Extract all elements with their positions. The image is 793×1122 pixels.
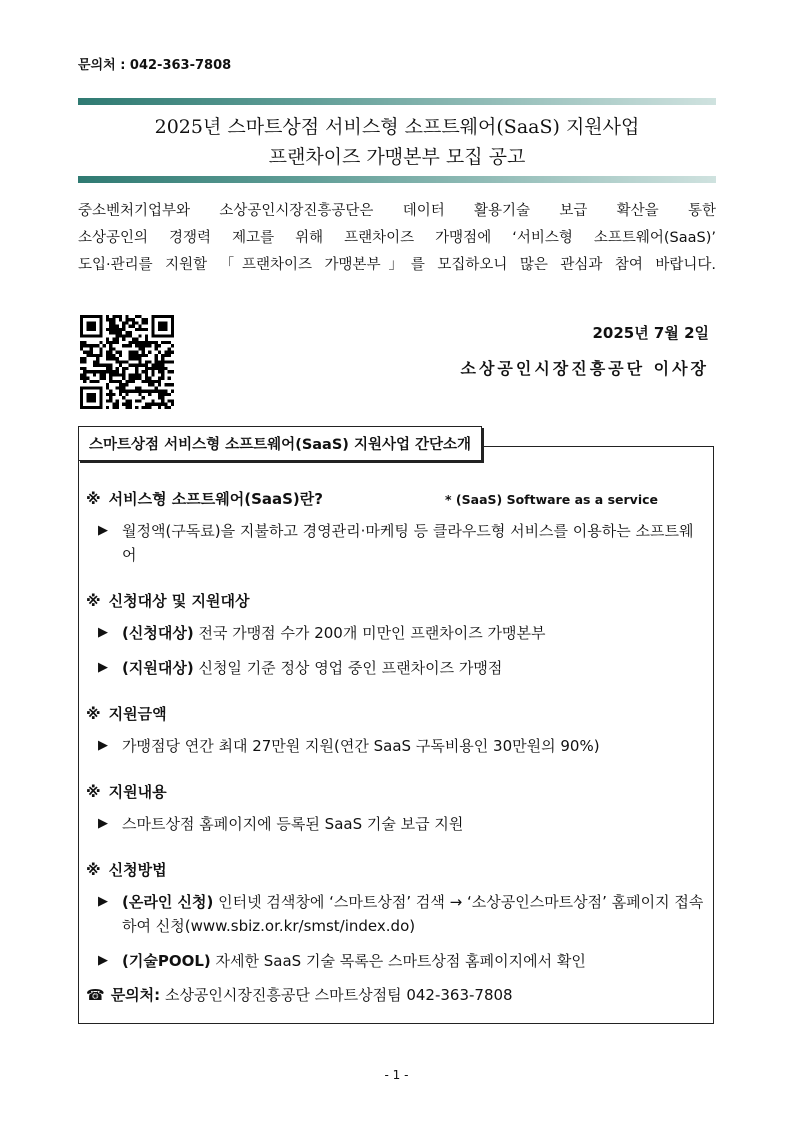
telephone-icon: ☎	[86, 986, 105, 1004]
title-line-2: 프랜차이즈 가맹본부 모집 공고	[268, 146, 526, 168]
page-number: - 1 -	[384, 1068, 409, 1082]
contact-top: 문의처 : 042-363-7808	[78, 58, 232, 73]
intro-paragraph	[78, 198, 716, 279]
list-item-label: (신청대상)	[122, 624, 194, 642]
contact-text: 소상공인시장진흥공단 스마트상점팀 042-363-7808	[164, 986, 513, 1004]
section-heading	[86, 781, 706, 802]
list-item	[98, 949, 706, 973]
list-item-label: (지원대상)	[122, 659, 194, 677]
section-heading	[86, 488, 706, 509]
section-title: 지원금액	[108, 705, 167, 723]
list-item	[98, 656, 706, 680]
reference-mark-icon: ※	[86, 592, 101, 610]
intro-line-1: 중소벤처기업부와 소상공인시장진흥공단은 데이터 활용기술 보급 확산을 통한	[78, 203, 716, 219]
title-rule-bottom	[78, 176, 716, 183]
reference-mark-icon: ※	[86, 861, 101, 879]
arrow-bullet-icon: ▶	[98, 660, 108, 675]
contact-bottom	[86, 984, 706, 1005]
title-rule-top	[78, 98, 716, 105]
list-item-text: 인터넷 검색창에 ‘스마트상점’ 검색 → ‘소상공인스마트상점’ 홈페이지 접속하여 신청(www.sbiz.or.kr/smst/index.do)	[122, 893, 704, 935]
section-heading	[86, 859, 706, 880]
section-heading	[86, 590, 706, 611]
section-heading	[86, 703, 706, 724]
section-title: 서비스형 소프트웨어(SaaS)란?	[108, 490, 323, 508]
list-item	[98, 890, 706, 938]
title-line-1: 2025년 스마트상점 서비스형 소프트웨어(SaaS) 지원사업	[154, 116, 640, 138]
intro-line-3: 도입·관리를 지원할 「프랜차이즈 가맹본부」를 모집하오니 많은 관심과 참여 바랍니다.	[78, 257, 716, 273]
list-item	[98, 812, 706, 836]
section-title: 신청방법	[108, 861, 167, 879]
reference-mark-icon: ※	[86, 490, 101, 508]
section-title: 신청대상 및 지원대상	[108, 592, 250, 610]
arrow-bullet-icon: ▶	[98, 953, 108, 968]
list-item	[98, 734, 706, 758]
saas-footnote: * (SaaS) Software as a service	[445, 492, 658, 507]
arrow-bullet-icon: ▶	[98, 625, 108, 640]
issuing-organization: 소상공인시장진흥공단 이사장	[460, 359, 709, 378]
list-item	[98, 621, 706, 645]
list-item-text: 전국 가맹점 수가 200개 미만인 프랜차이즈 가맹본부	[198, 624, 546, 642]
reference-mark-icon: ※	[86, 705, 101, 723]
document-title	[78, 112, 716, 172]
qr-code-icon[interactable]	[80, 315, 174, 409]
list-item-label: (기술POOL)	[122, 952, 211, 970]
list-item-label: (온라인 신청)	[122, 893, 214, 911]
list-item-text: 신청일 기준 정상 영업 중인 프랜차이즈 가맹점	[198, 659, 503, 677]
summary-content	[86, 488, 706, 1005]
contact-label: 문의처:	[110, 986, 161, 1004]
arrow-bullet-icon: ▶	[98, 816, 108, 831]
list-item-text: 가맹점당 연간 최대 27만원 지원(연간 SaaS 구독비용인 30만원의 90%)	[122, 737, 600, 755]
section-title: 지원내용	[108, 783, 167, 801]
list-item-text: 자세한 SaaS 기술 목록은 스마트상점 홈페이지에서 확인	[215, 952, 586, 970]
arrow-bullet-icon: ▶	[98, 894, 108, 909]
reference-mark-icon: ※	[86, 783, 101, 801]
list-item	[98, 519, 706, 567]
list-item-text: 월정액(구독료)을 지불하고 경영관리·마케팅 등 클라우드형 서비스를 이용하는 소프트웨어	[122, 522, 694, 564]
summary-box-title: 스마트상점 서비스형 소프트웨어(SaaS) 지원사업 간단소개	[78, 426, 482, 461]
list-item-text: 스마트상점 홈페이지에 등록된 SaaS 기술 보급 지원	[122, 815, 464, 833]
announcement-date: 2025년 7월 2일	[592, 324, 709, 342]
arrow-bullet-icon: ▶	[98, 523, 108, 538]
intro-line-2: 소상공인의 경쟁력 제고를 위해 프랜차이즈 가맹점에 ‘서비스형 소프트웨어(SaaS)’	[78, 230, 716, 246]
arrow-bullet-icon: ▶	[98, 738, 108, 753]
